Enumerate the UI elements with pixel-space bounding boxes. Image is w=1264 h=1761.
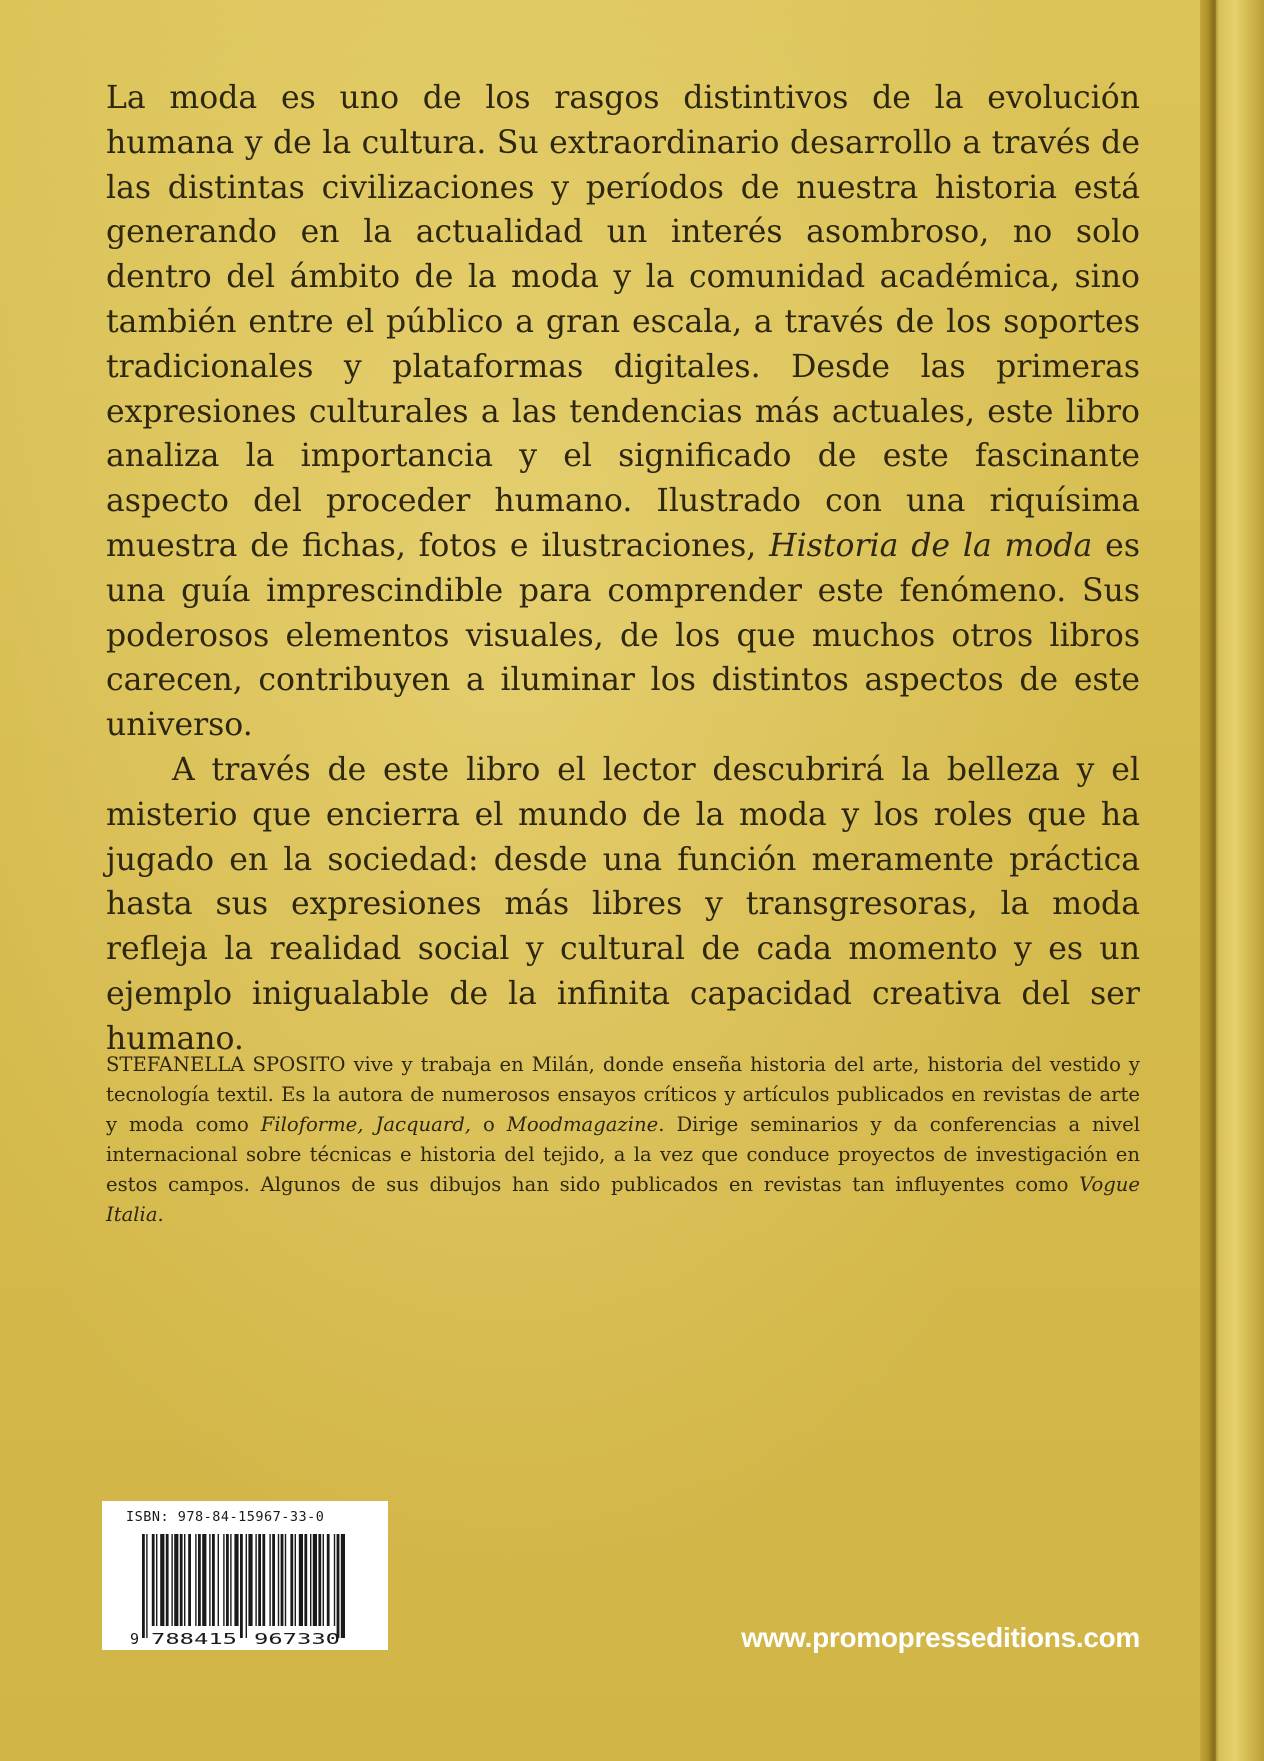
author-bio-text-b: o — [470, 1113, 507, 1136]
barcode-bar — [248, 1534, 252, 1626]
barcode-digits-right: 967330 — [254, 1630, 340, 1648]
magazine-name-3: Vogue Italia — [106, 1173, 1140, 1226]
barcode-bar — [246, 1534, 247, 1638]
barcode-bar — [166, 1534, 169, 1626]
barcode-bar — [212, 1534, 215, 1626]
barcode-digit-first: 9 — [130, 1630, 140, 1648]
spine-edge — [1200, 0, 1264, 1761]
barcode-bar — [240, 1534, 243, 1638]
barcode-bar — [218, 1534, 219, 1626]
blurb-p1-text-a: La moda es uno de los rasgos distintivos de la evolución humana y de la cultura. Su extraordinario desarrollo a través de las distintas civilizaciones y períodos de nuestra historia está generando en la actualidad un interés asombroso, no solo dentro del ámbito de la moda y la comunidad académica, sino también entre el público a gran escala, a través de los soportes tradicionales y plataformas digitales. Desde las primeras expresiones culturales a las tendencias más actuales, este libro analiza la importancia y el significado de este fascinante aspecto del proceder humano. Ilustrado con una riquísima muestra de fichas, fotos e ilustraciones, — [106, 80, 1140, 564]
barcode-bar — [202, 1534, 206, 1626]
book-title: Historia de la moda — [769, 527, 1093, 564]
barcode-bar — [313, 1534, 317, 1626]
barcode-bar — [226, 1534, 229, 1626]
barcode-bar — [184, 1534, 185, 1626]
barcode-bar — [230, 1534, 231, 1626]
author-bio-text-c: . Dirige seminarios y da conferencias a nivel internacional sobre técnicas e historia del tejido, a la vez que conduce proyectos de investigación en estos campos. Algunos de sus dibujos han sido publicados en revistas tan influyentes como — [106, 1113, 1140, 1196]
barcode-bar — [269, 1534, 270, 1626]
isbn-label: ISBN: 978-84-15967-33-0 — [126, 1509, 325, 1525]
barcode-bar — [234, 1534, 238, 1626]
barcode-bar — [180, 1534, 183, 1626]
author-bio — [106, 1050, 1140, 1230]
barcode-bar — [304, 1534, 307, 1626]
blurb-paragraph-2: A través de este libro el lector descubrirá la belleza y el misterio que encierra el mundo de la moda y los roles que ha jugado en la sociedad: desde una función meramente práctica hasta sus expresiones más libres y transgresoras, la moda refleja la realidad social y cultural de cada momento y es un ejemplo inigualable de la infinita capacidad creativa del ser humano. — [106, 751, 1140, 1057]
barcode-bar — [290, 1534, 293, 1626]
barcode-bar — [295, 1534, 296, 1626]
barcode-bar — [323, 1534, 324, 1626]
barcode-bar — [258, 1534, 261, 1626]
magazine-name-2: Moodmagazine — [506, 1113, 659, 1136]
barcode-bar — [255, 1534, 256, 1626]
barcode-bar — [278, 1534, 279, 1626]
barcode-bar — [142, 1534, 145, 1638]
barcode-bar — [198, 1534, 201, 1626]
barcode-bar — [146, 1534, 147, 1638]
barcode-bar — [341, 1534, 345, 1638]
blurb-p1-text-b: es una guía imprescindible para comprender este fenómeno. Sus poderosos elementos visuales, de los que muchos otros libros carecen, contribuyen a iluminar los distintos aspectos de este universo. — [106, 527, 1140, 744]
barcode-bar — [223, 1534, 224, 1626]
barcode-bar — [281, 1534, 284, 1626]
author-bio-text-a: STEFANELLA SPOSITO vive y trabaja en Milán, donde enseña historia del arte, historia del vestido y tecnología textil. Es la autora de numerosos ensayos críticos y artículos publicados en revistas de arte y moda como — [106, 1053, 1140, 1136]
barcode-bar — [160, 1534, 164, 1626]
blurb — [106, 76, 1140, 1062]
publisher-website: www.promopresseditions.com — [741, 1622, 1140, 1653]
author-bio-text-d: . — [157, 1203, 164, 1226]
barcode-bar — [209, 1534, 210, 1626]
barcode-bar — [262, 1534, 265, 1626]
barcode-bar — [171, 1534, 172, 1626]
barcode-bar — [156, 1534, 157, 1626]
barcode-bar — [334, 1534, 335, 1626]
barcode-bar — [337, 1534, 340, 1638]
barcode-bar — [188, 1534, 191, 1626]
barcode-bar — [299, 1534, 303, 1626]
barcode — [102, 1501, 388, 1650]
blurb-paragraph-1 — [106, 76, 1140, 748]
barcode-bar — [152, 1534, 155, 1626]
barcode-bar — [272, 1534, 275, 1626]
barcode-bar — [318, 1534, 321, 1626]
spine-hinge-line — [1213, 0, 1216, 1761]
barcode-digits-left: 788415 — [151, 1630, 237, 1648]
barcode-bar — [285, 1534, 286, 1626]
barcode-bar — [310, 1534, 311, 1626]
barcode-bars — [142, 1534, 345, 1638]
barcode-box — [102, 1501, 388, 1650]
barcode-bar — [174, 1534, 178, 1626]
barcode-bar — [327, 1534, 330, 1626]
barcode-bar — [195, 1534, 196, 1626]
magazine-names-1: Filoforme, Jacquard, — [260, 1113, 471, 1136]
